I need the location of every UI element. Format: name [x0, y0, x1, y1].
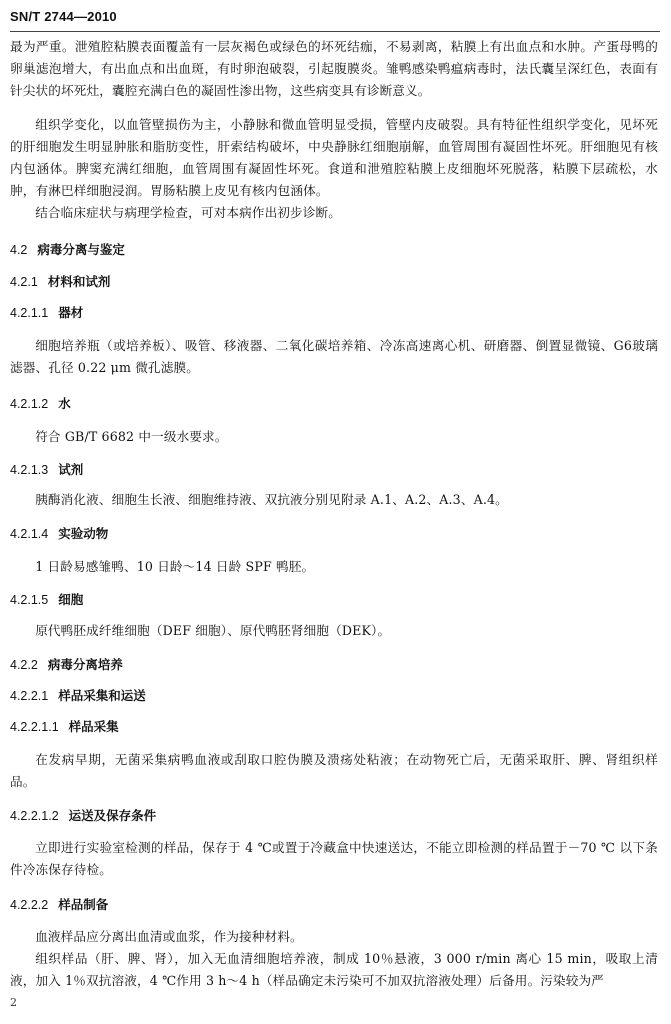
section-title: 样品制备 — [58, 898, 109, 912]
section-number: 4.2.2.2 — [10, 898, 49, 912]
section-number: 4.2.2.1 — [10, 689, 49, 703]
section-number: 4.2.2.1.1 — [10, 720, 59, 734]
page-number: 2 — [10, 996, 17, 1009]
section-heading-4-2-2-1-2 — [10, 806, 156, 824]
section-heading-4-2-2-1-1 — [10, 717, 119, 735]
section-number: 4.2.1.1 — [10, 306, 49, 320]
section-title: 材料和试剂 — [47, 275, 111, 289]
section-title: 器材 — [58, 306, 84, 320]
paragraph-cells: 原代鸭胚成纤维细胞（DEF 细胞）、原代鸭胚肾细胞（DEK）。 — [35, 623, 391, 638]
section-title: 运送及保存条件 — [68, 809, 157, 823]
paragraph-blood-sample: 血液样品应分离出血清或血浆，作为接种材料。 — [35, 929, 303, 944]
paragraph-lesions: 最为严重。泄殖腔粘膜表面覆盖有一层灰褐色或绿色的坏死结痂，不易剥离，粘膜上有出血点和水肿。产蛋母鸭的卵巢滤泡增大，有出血点和出血斑，有时卵泡破裂，引起腹膜炎。雏鸭感染鸭瘟病毒时，法氏囊呈深红色，表面有针尖状的坏死灶，囊腔充满白色的凝固性渗出物，这些病变具有诊断意义。 — [10, 39, 658, 98]
paragraph-diagnosis: 结合临床症状与病理学检查，可对本病作出初步诊断。 — [35, 205, 342, 220]
header-rule — [10, 31, 660, 32]
paragraph-transport: 立即进行实验室检测的样品，保存于 4 ℃或置于冷藏盒中快速送达，不能立即检测的样品置于－70 ℃ 以下条件冷冻保存待检。 — [10, 840, 658, 877]
section-heading-4-2-1-1 — [10, 303, 83, 321]
paragraph-histology: 组织学变化，以血管壁损伤为主，小静脉和微血管明显受损，管壁内皮破裂。具有特征性组织学变化，见坏死的肝细胞发生明显肿胀和脂肪变性，肝索结构破坏，中央静脉红细胞崩解，血管周围有凝固性坏死。肝细胞见有核内包涵体。脾窦充满红细胞，血管周围有凝固性坏死。食道和泄殖腔粘膜上皮细胞坏死脱落，粘膜下层疏松，水肿，有淋巴样细胞浸润。胃肠粘膜上皮见有核内包涵体。 — [10, 117, 658, 198]
section-number: 4.2.1.3 — [10, 463, 49, 477]
paragraph-reagents: 胰酶消化液、细胞生长液、细胞维持液、双抗液分别见附录 A.1、A.2、A.3、A.4。 — [35, 492, 508, 507]
section-title: 细胞 — [58, 593, 84, 607]
section-heading-4-2 — [10, 240, 125, 258]
section-heading-4-2-2-2 — [10, 895, 108, 913]
paragraph-equipment: 细胞培养瓶（或培养板）、吸管、移液器、二氧化碳培养箱、冷冻高速离心机、研磨器、倒置显微镜、G6玻璃滤器、孔径 0.22 μm 微孔滤膜。 — [10, 338, 658, 375]
section-title: 水 — [58, 397, 71, 411]
section-number: 4.2 — [10, 243, 28, 257]
section-heading-4-2-1-2 — [10, 394, 71, 412]
section-number: 4.2.2.1.2 — [10, 809, 59, 823]
section-heading-4-2-1 — [10, 272, 110, 290]
section-number: 4.2.1.2 — [10, 397, 49, 411]
section-title: 样品采集 — [68, 720, 119, 734]
section-heading-4-2-2-1 — [10, 686, 146, 704]
section-number: 4.2.1.4 — [10, 527, 49, 541]
paragraph-sample-collection: 在发病早期，无菌采集病鸭血液或刮取口腔伪膜及溃疡处粘液；在动物死亡后，无菌采取肝、脾、肾组织样品。 — [10, 752, 658, 789]
section-title: 病毒分离与鉴定 — [37, 243, 125, 257]
section-number: 4.2.2 — [10, 658, 38, 672]
section-title: 试剂 — [58, 463, 84, 477]
section-heading-4-2-2 — [10, 655, 123, 673]
paragraph-tissue-sample: 组织样品（肝、脾、肾），加入无血清细胞培养液，制成 10％悬液，3 000 r/min 离心 15 min，吸取上清液，加入 1％双抗溶液，4 ℃作用 3 h～4 h（样品确定未污染可不加双抗溶液处理）后备用。污染较为严 — [10, 951, 658, 988]
section-heading-4-2-1-5 — [10, 590, 83, 608]
section-title: 样品采集和运送 — [58, 689, 146, 703]
section-number: 4.2.1.5 — [10, 593, 49, 607]
section-title: 病毒分离培养 — [47, 658, 123, 672]
standard-code: SN/T 2744—2010 — [10, 9, 117, 24]
paragraph-water: 符合 GB/T 6682 中一级水要求。 — [35, 429, 228, 444]
section-heading-4-2-1-4 — [10, 524, 108, 542]
section-heading-4-2-1-3 — [10, 460, 83, 478]
section-number: 4.2.1 — [10, 275, 38, 289]
paragraph-animals: 1 日龄易感雏鸭、10 日龄～14 日龄 SPF 鸭胚。 — [35, 559, 315, 574]
section-title: 实验动物 — [58, 527, 109, 541]
